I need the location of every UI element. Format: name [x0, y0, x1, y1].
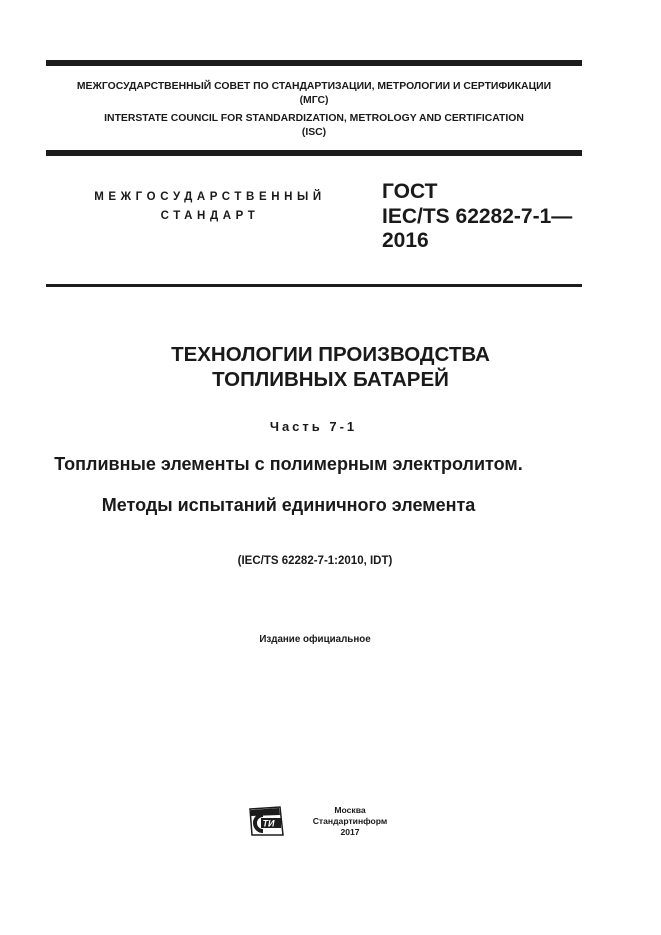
council-abbr-ru: (МГС) [299, 95, 329, 106]
subtitle-line1: Топливные элементы с полимерным электролитом. [54, 454, 523, 474]
gost-label: ГОСТ [382, 180, 438, 203]
part-number: Часть 7-1 [269, 419, 358, 434]
standartinform-logo-icon [249, 806, 285, 836]
council-name-ru: МЕЖГОСУДАРСТВЕННЫЙ СОВЕТ ПО СТАНДАРТИЗАЦИИ, МЕТРОЛОГИИ И СЕРТИФИКАЦИИ [76, 81, 552, 92]
title-line2: ТОПЛИВНЫХ БАТАРЕЙ [212, 368, 449, 391]
publisher-year: 2017 [340, 827, 360, 837]
svg-text:TИ: TИ [262, 818, 275, 829]
publisher-city: Москва [334, 805, 366, 815]
designation-bottom-rule [46, 284, 582, 287]
standard-kind-line1: МЕЖГОСУДАРСТВЕННЫЙ [94, 191, 326, 203]
subtitle-line2: Методы испытаний единичного элемента [101, 495, 476, 515]
header-bottom-rule [46, 150, 582, 156]
designation-year: 2016 [382, 229, 429, 252]
standard-designation [382, 180, 572, 254]
top-rule [46, 60, 582, 66]
official-edition-label: Издание официальное [259, 634, 371, 645]
designation-number: IEC/TS 62282-7-1— [382, 204, 573, 228]
publisher-info [300, 805, 400, 838]
international-equivalent: (IEC/TS 62282-7-1:2010, IDT) [237, 555, 393, 567]
council-abbr-en: (ISC) [301, 127, 327, 138]
council-name-en: INTERSTATE COUNCIL FOR STANDARDIZATION, METROLOGY AND CERTIFICATION [104, 113, 524, 124]
publisher-name: Стандартинформ [312, 816, 388, 826]
standard-kind-line2: СТАНДАРТ [160, 210, 260, 222]
title-line1: ТЕХНОЛОГИИ ПРОИЗВОДСТВА [171, 343, 490, 366]
